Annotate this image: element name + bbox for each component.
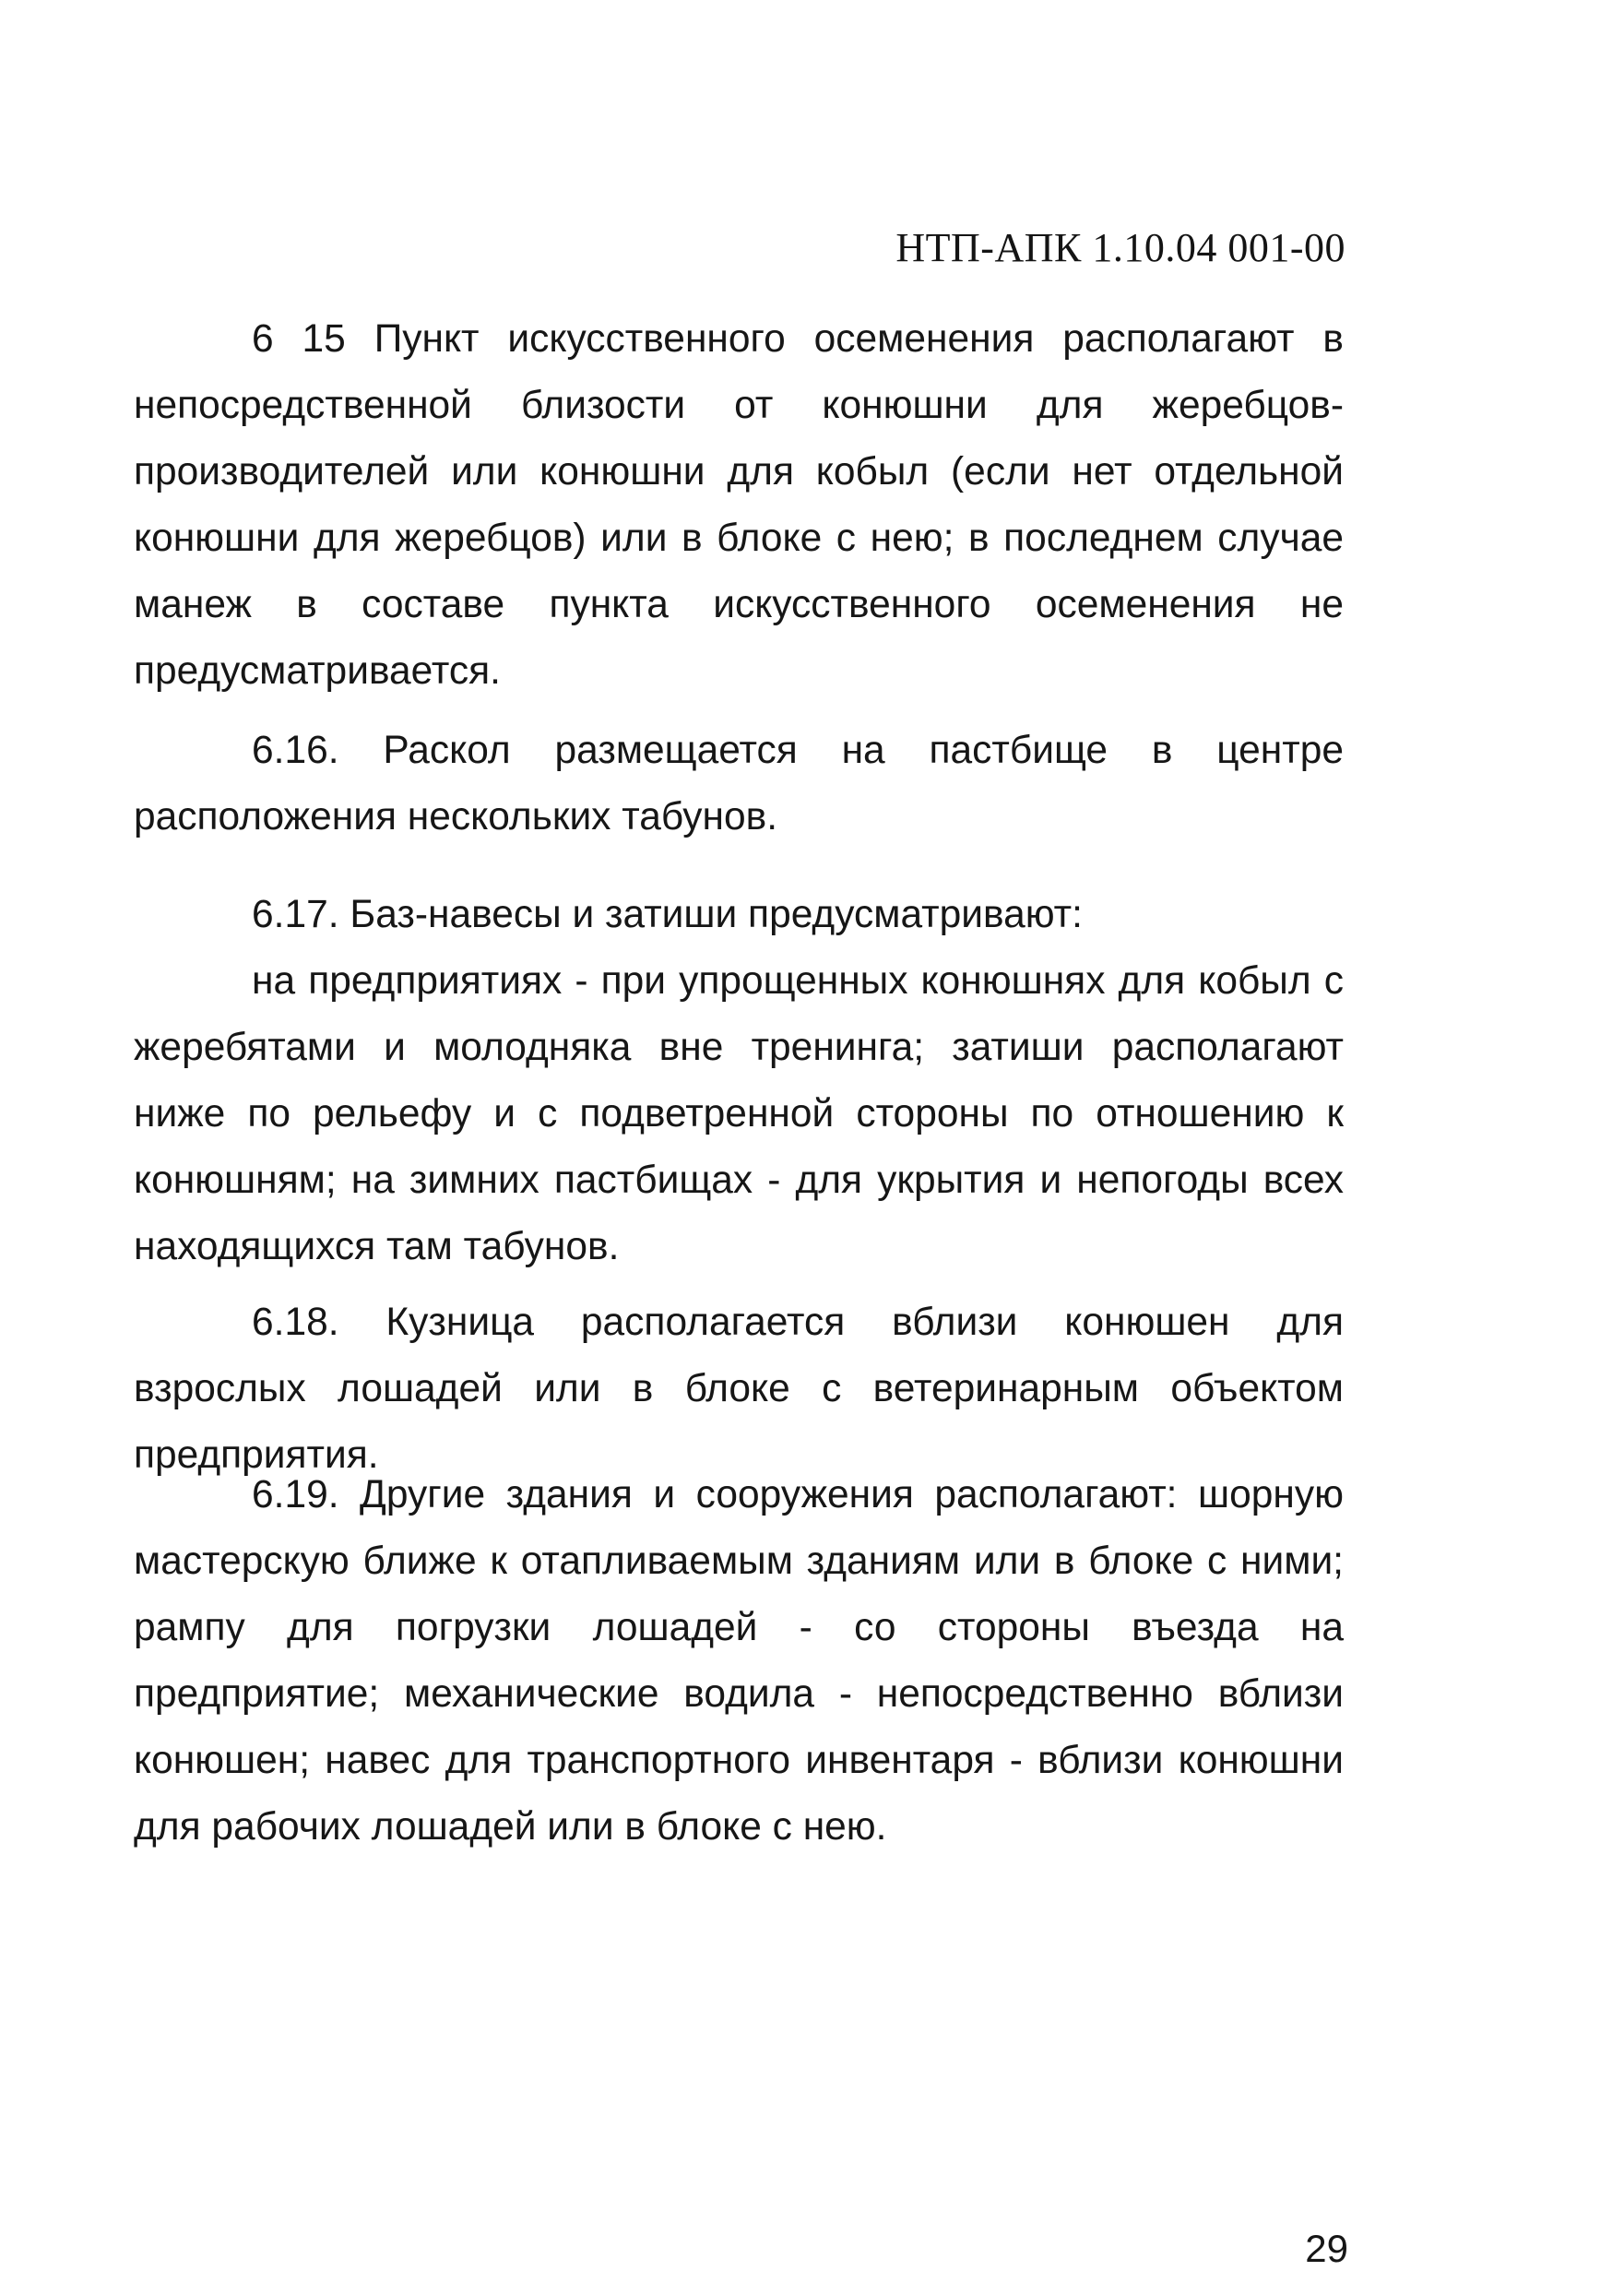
paragraph-6-17-heading: 6.17. Баз-навесы и затиши предусматривают: xyxy=(252,893,1083,936)
paragraph-6-15: 6 15 Пункт искусственного осеменения располагают в непосредственной близости от конюшни для жеребцов-производителей или конюшни для кобыл (если нет отдельной конюшни для жеребцов) или в блоке с нею; в последнем случае манеж в составе пункта искусственного осеменения не предусматривается. xyxy=(134,317,1344,693)
paragraph-6-17-body: на предприятиях - при упрощенных конюшнях для кобыл с жеребятами и молодняка вне тренинга; затиши располагают ниже по рельефу и с подветренной стороны по отношению к конюшням; на зимних пастбищах - для укрытия и непогоды всех находящихся там табунов. xyxy=(134,959,1344,1268)
document-code-header: НТП-АПК 1.10.04 001-00 xyxy=(895,225,1345,270)
page-number: 29 xyxy=(1305,2227,1348,2270)
paragraph-6-19: 6.19. Другие здания и сооружения располагают: шорную мастерскую ближе к отапливаемым зданиям или в блоке с ними; рампу для погрузки лошадей - со стороны въезда на предприятие; механические водила - непосредственно вблизи конюшен; навес для транспортного инвентаря - вблизи конюшни для рабочих лошадей или в блоке с нею. xyxy=(134,1473,1344,1849)
paragraph-6-16: 6.16. Раскол размещается на пастбище в центре расположения нескольких табунов. xyxy=(134,729,1344,838)
paragraph-6-18: 6.18. Кузница располагается вблизи конюшен для взрослых лошадей или в блоке с ветеринарным объектом предприятия. xyxy=(134,1301,1344,1477)
